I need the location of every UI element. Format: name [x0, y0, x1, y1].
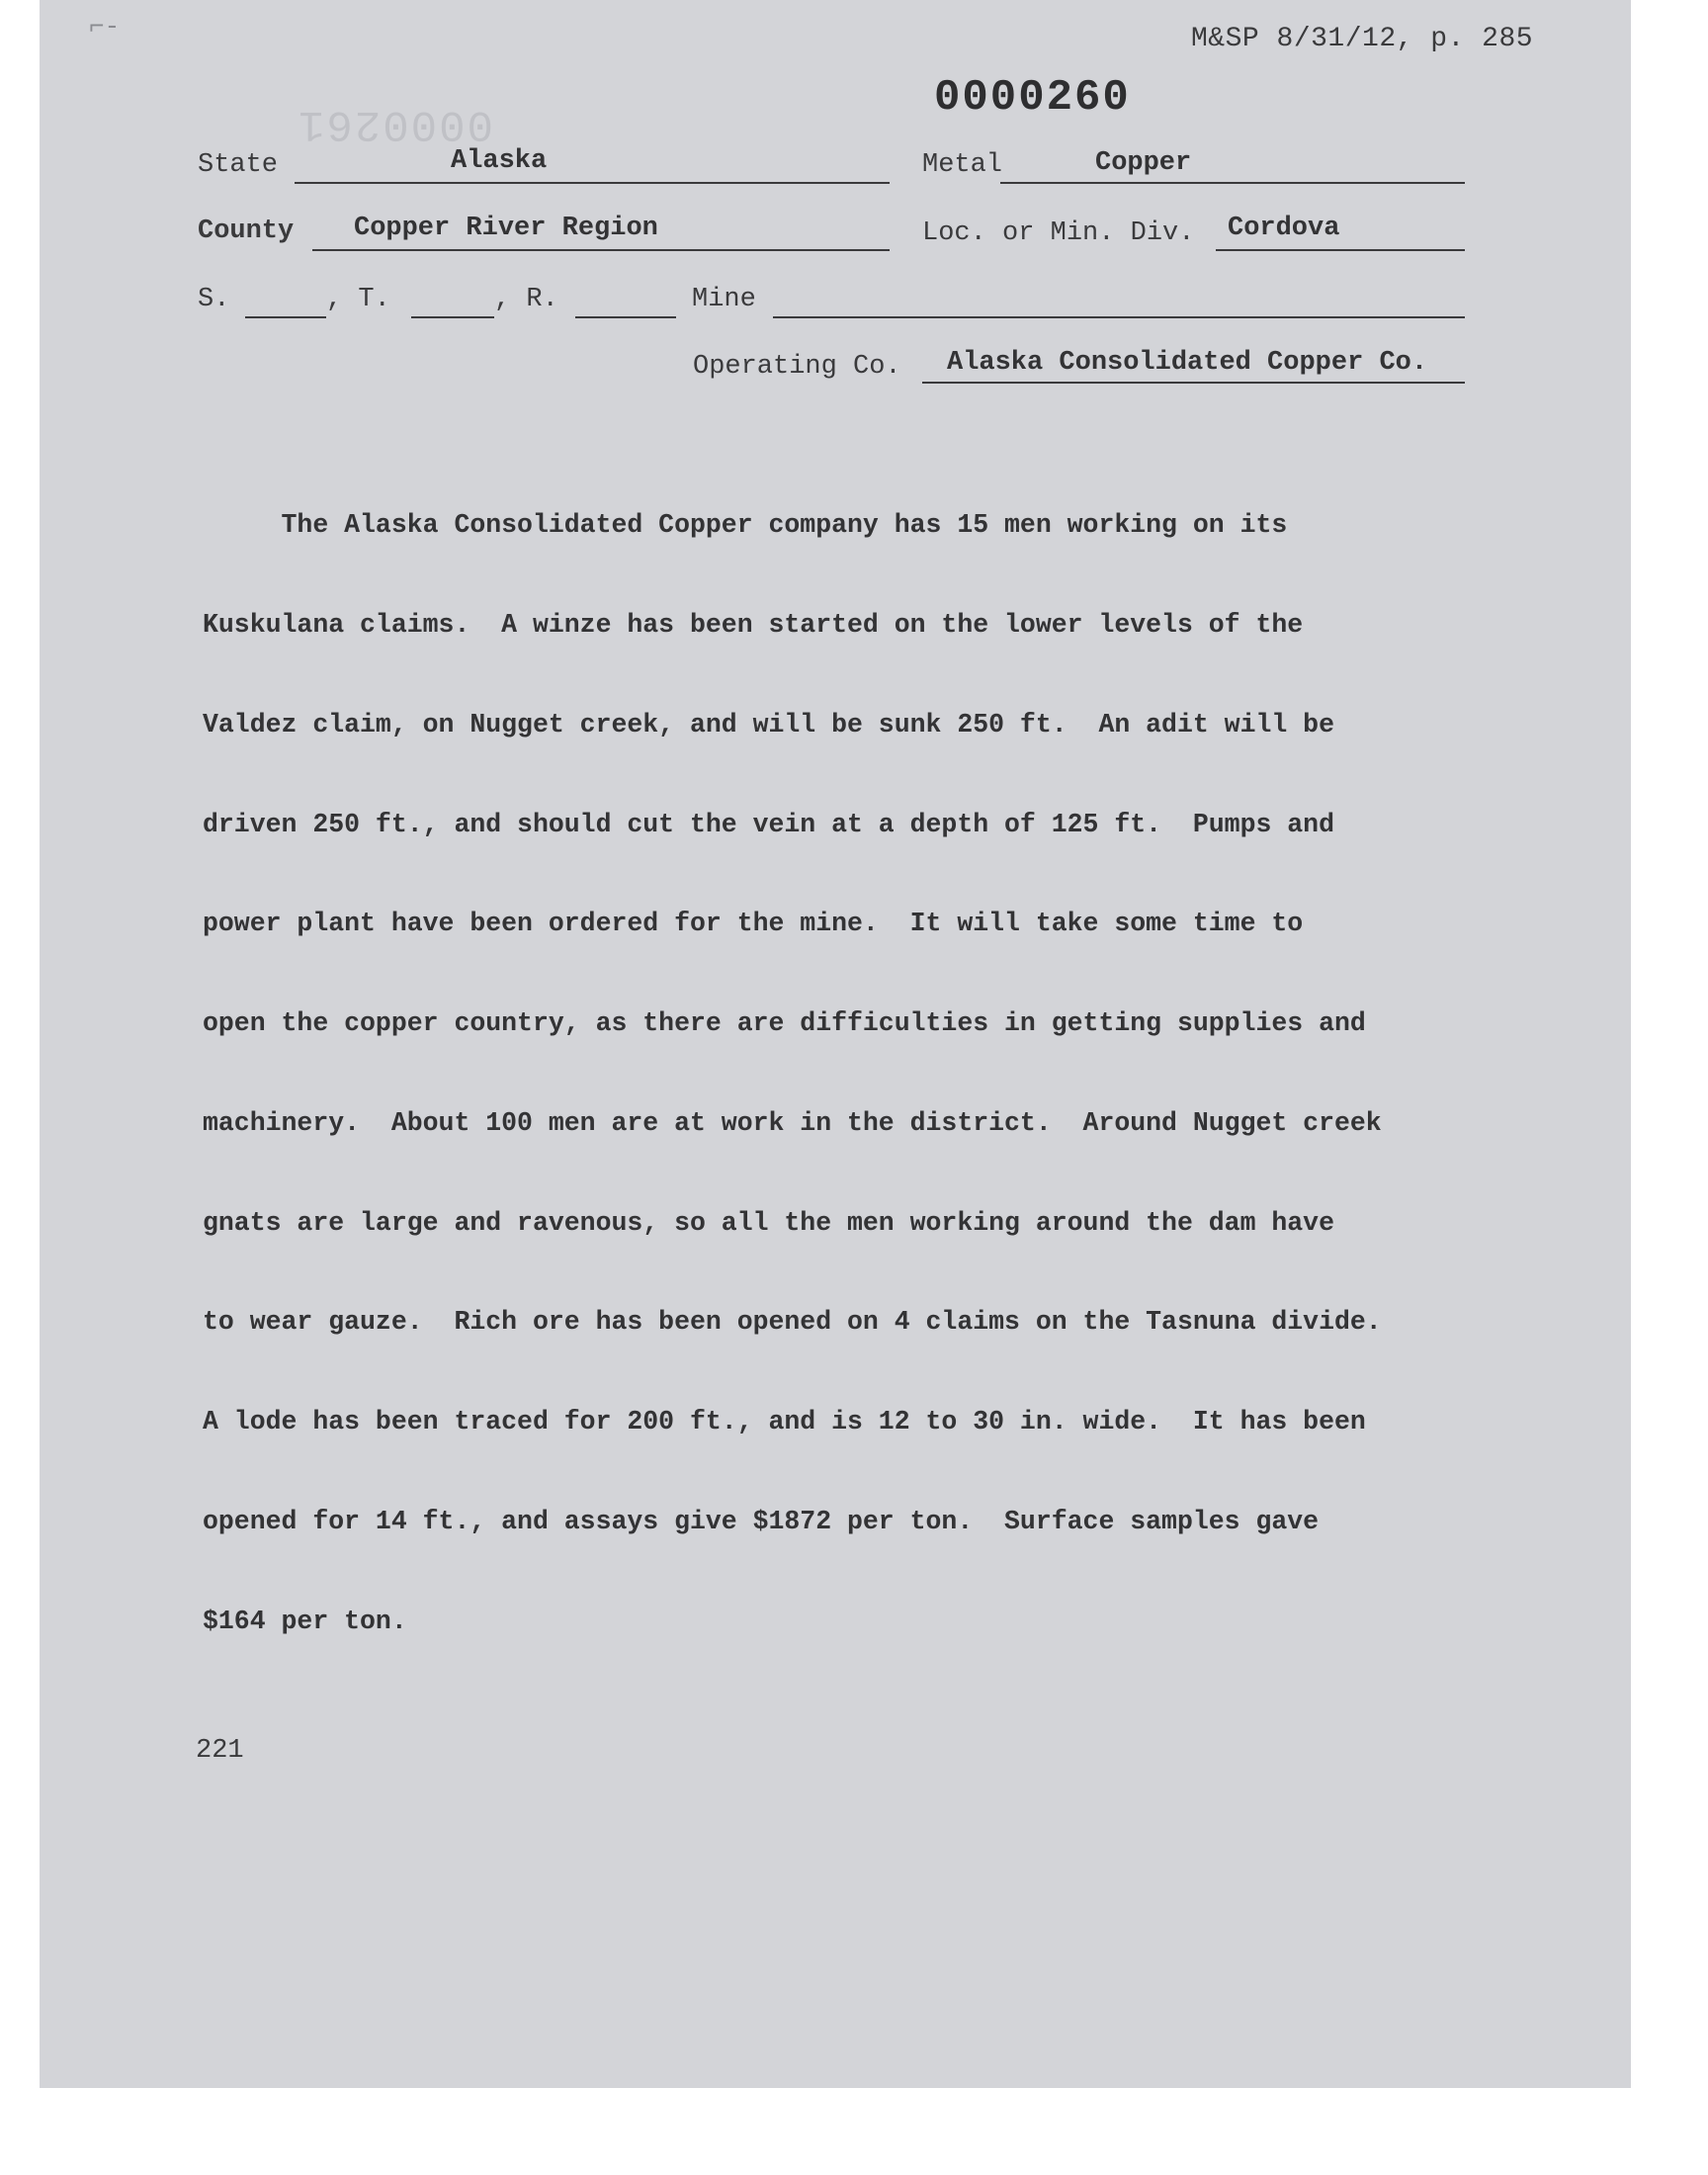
body-paragraph	[203, 443, 1527, 1705]
state-label: State	[198, 150, 279, 180]
ghost-stamp-number: 0000261	[297, 99, 493, 148]
body-line: to wear gauze. Rich ore has been opened on 4 claims on the Tasnuna divide.	[203, 1307, 1382, 1338]
section-label: S.	[198, 285, 230, 314]
state-line	[295, 182, 890, 184]
township-label: , T.	[326, 285, 390, 314]
operating-co-label: Operating Co.	[693, 352, 901, 382]
body-line: opened for 14 ft., and assays give $1872 per ton. Surface samples gave	[203, 1507, 1320, 1536]
county-value: Copper River Region	[354, 214, 658, 243]
operating-co-line	[922, 382, 1465, 384]
mine-line	[773, 316, 1465, 318]
body-line: power plant have been ordered for the mine. It will take some time to	[203, 909, 1304, 939]
body-line: gnats are large and ravenous, so all the men working around the dam have	[203, 1207, 1334, 1238]
corner-pencil-mark: ⌐-	[89, 12, 121, 42]
mine-label: Mine	[692, 285, 756, 314]
body-line: Valdez claim, on Nugget creek, and will be sunk 250 ft. An adit will be	[203, 709, 1334, 740]
loc-label: Loc. or Min. Div.	[922, 218, 1195, 248]
body-line: $164 per ton.	[203, 1606, 407, 1636]
metal-line	[1000, 182, 1465, 184]
body-line: driven 250 ft., and should cut the vein at a depth of 125 ft. Pumps and	[203, 809, 1334, 839]
section-line	[245, 316, 326, 318]
metal-label: Metal	[922, 150, 1003, 180]
county-line	[312, 249, 890, 251]
township-line	[411, 316, 494, 318]
body-line: open the copper country, as there are difficulties in getting supplies and	[203, 1008, 1366, 1039]
body-line: machinery. About 100 men are at work in the district. Around Nugget creek	[203, 1107, 1382, 1138]
page-number: 221	[196, 1736, 244, 1766]
county-label: County	[198, 217, 295, 246]
loc-value: Cordova	[1228, 214, 1340, 243]
document-card	[40, 0, 1631, 2088]
reference-citation: M&SP 8/31/12, p. 285	[1191, 24, 1534, 54]
body-line: Kuskulana claims. A winze has been started on the lower levels of the	[203, 609, 1304, 640]
stamp-number: 0000260	[934, 73, 1131, 123]
body-line: The Alaska Consolidated Copper company has 15 men working on its	[203, 510, 1288, 541]
state-value: Alaska	[451, 146, 548, 176]
operating-co-value: Alaska Consolidated Copper Co.	[947, 348, 1428, 378]
body-line: A lode has been traced for 200 ft., and is 12 to 30 in. wide. It has been	[203, 1407, 1366, 1437]
range-label: , R.	[494, 285, 558, 314]
loc-line	[1216, 249, 1465, 251]
range-line	[575, 316, 676, 318]
metal-value: Copper	[1095, 148, 1192, 178]
